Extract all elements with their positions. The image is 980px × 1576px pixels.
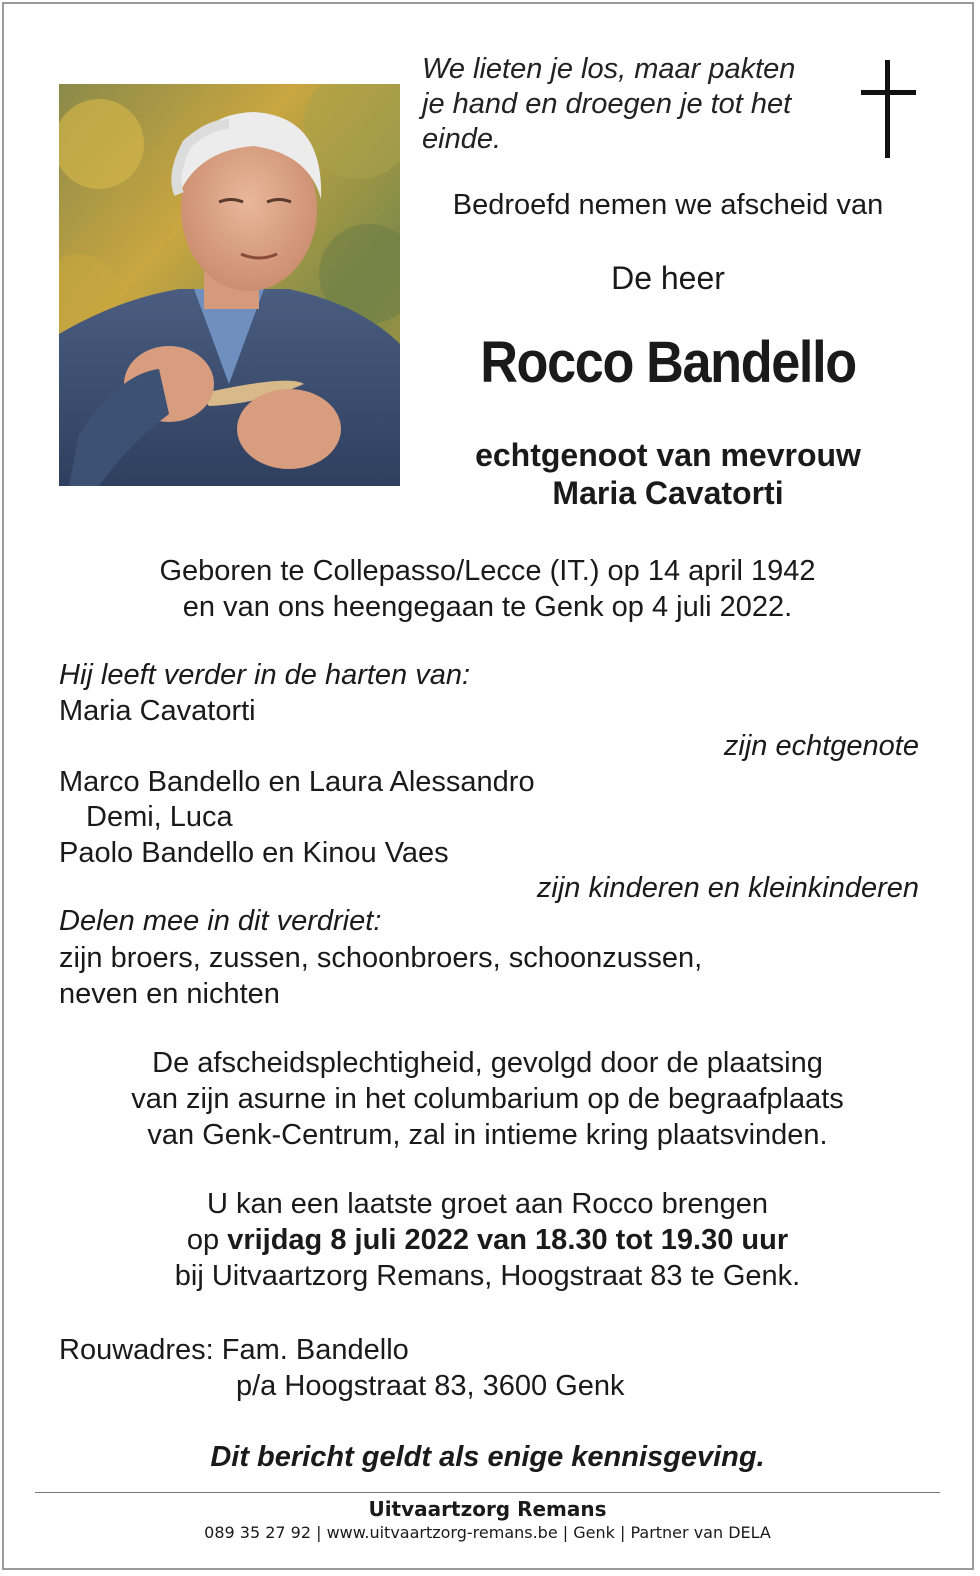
ceremony-info <box>0 1045 975 1153</box>
footer-contact: 089 35 27 92 | www.uitvaartzorg-remans.be | Genk | Partner van DELA <box>204 1523 771 1542</box>
ceremony-line: De afscheidsplechtigheid, gevolgd door de plaatsing <box>152 1047 823 1079</box>
footer-divider <box>35 1492 940 1493</box>
visit-line <box>0 1222 975 1258</box>
visit-line: U kan een laatste groet aan Rocco brengen <box>206 1188 769 1220</box>
notice-text: Dit bericht geldt als enige kennisgeving. <box>210 1441 765 1473</box>
survivor-role: zijn echtgenote <box>723 730 919 762</box>
survivor-child: Marco Bandello en Laura Alessandro <box>59 765 535 798</box>
death-line: en van ons heengegaan te Genk op 4 juli 2022. <box>182 591 793 623</box>
intro-text: Bedroefd nemen we afscheid van <box>452 189 884 221</box>
footer-company: Uitvaartzorg Remans <box>368 1497 607 1521</box>
visit-datetime: vrijdag 8 juli 2022 van 18.30 tot 19.30 uur <box>227 1224 789 1256</box>
honorific: De heer <box>611 260 725 296</box>
survivors-list <box>59 658 919 1012</box>
quote-line: je hand en droegen je tot het <box>422 88 792 120</box>
spouse-line: echtgenoot van mevrouw <box>475 437 861 473</box>
birth-death-info <box>0 553 975 625</box>
address-line: Rouwadres: Fam. Bandello <box>59 1334 409 1366</box>
spouse-info <box>418 436 918 512</box>
survivor-role: zijn kinderen en kleinkinderen <box>536 872 919 904</box>
portrait-photo <box>59 84 400 486</box>
survivor-grandchildren: Demi, Luca <box>86 801 233 833</box>
share-line: neven en nichten <box>59 977 280 1010</box>
birth-line: Geboren te Collepasso/Lecce (IT.) op 14 april 1942 <box>159 555 816 587</box>
share-line: zijn broers, zussen, schoonbroers, schoonzussen, <box>59 942 703 974</box>
mourning-address <box>59 1333 919 1404</box>
survivor-child: Paolo Bandello en Kinou Vaes <box>59 836 449 869</box>
survivor-spouse: Maria Cavatorti <box>59 694 256 727</box>
cross-icon <box>858 60 918 158</box>
memorial-quote <box>422 52 842 157</box>
spouse-line: Maria Cavatorti <box>552 475 784 511</box>
quote-line: We lieten je los, maar pakten <box>422 53 796 85</box>
address-line: p/a Hoogstraat 83, 3600 Genk <box>236 1369 625 1402</box>
survivors-heading: Hij leeft verder in de harten van: <box>59 659 471 691</box>
share-heading: Delen mee in dit verdriet: <box>59 904 382 937</box>
quote-line: einde. <box>422 123 502 155</box>
visitation-info <box>0 1186 975 1294</box>
visit-line: bij Uitvaartzorg Remans, Hoogstraat 83 te Genk. <box>174 1260 801 1292</box>
deceased-name: Rocco Bandello <box>480 330 856 395</box>
visit-prefix: op <box>186 1224 220 1256</box>
ceremony-line: van Genk-Centrum, zal in intieme kring plaatsvinden. <box>147 1119 828 1151</box>
ceremony-line: van zijn asurne in het columbarium op de begraafplaats <box>131 1083 844 1115</box>
